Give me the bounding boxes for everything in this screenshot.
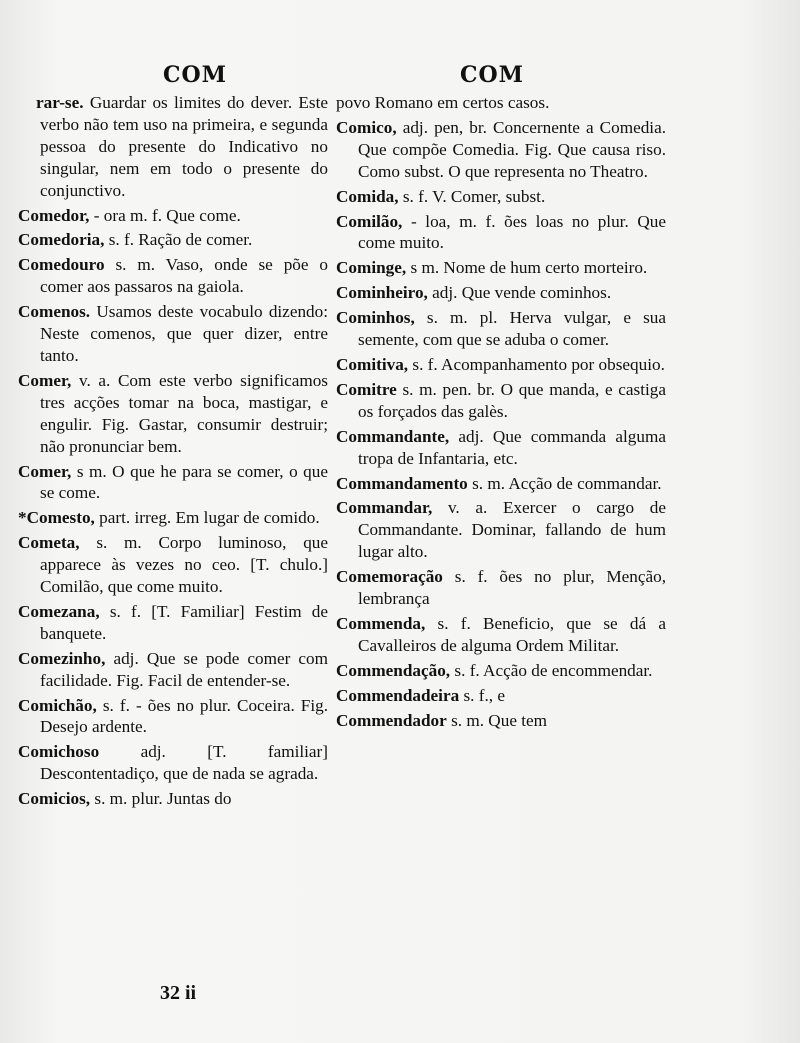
dictionary-entry <box>336 473 666 495</box>
dictionary-entry <box>18 461 328 505</box>
entry-definition: - ora m. f. Que come. <box>93 205 241 225</box>
dictionary-entry <box>18 370 328 458</box>
entry-headword: Comenos. <box>18 302 91 322</box>
running-header-left: COM <box>162 62 228 88</box>
dictionary-entry <box>336 117 666 183</box>
dictionary-entry <box>336 710 666 732</box>
entry-definition: s. f. Acompanhamento por obsequio. <box>412 354 665 374</box>
entry-headword: rar-se. <box>36 93 84 112</box>
dictionary-entry <box>18 648 328 692</box>
left-column <box>18 92 328 813</box>
dictionary-entry <box>336 211 666 255</box>
entry-headword: Commenda, <box>336 613 426 633</box>
entry-headword: Comer, <box>18 461 72 481</box>
entry-headword: Commandamento <box>336 473 468 493</box>
entry-headword: Comicios, <box>18 789 91 809</box>
entry-headword: Cominheiro, <box>336 283 428 303</box>
entry-definition: s. f. - ões no plur. Coceira. Fig. Desejo ardente. <box>40 695 329 737</box>
dictionary-entry <box>336 497 666 563</box>
dictionary-entry <box>336 660 666 682</box>
entry-definition: s m. Nome de hum certo morteiro. <box>410 258 648 278</box>
entry-headword: Cominhos, <box>336 308 415 328</box>
entry-definition: part. irreg. Em lugar de comido. <box>99 508 320 528</box>
entry-definition: s. f. Acção de encommendar. <box>454 660 653 680</box>
entry-headword: Comezana, <box>18 601 100 621</box>
entry-headword: Cometa, <box>18 533 80 553</box>
entry-definition: Usamos deste vocabulo dizendo: Neste comenos, que quer dizer, entre tanto. <box>40 302 329 365</box>
entry-definition: povo Romano em certos casos. <box>336 93 550 112</box>
entry-definition: s. f., e <box>463 685 505 705</box>
running-header-right: COM <box>459 62 525 88</box>
entry-headword: Comico, <box>336 117 397 137</box>
entry-definition: s. f. Ração de comer. <box>108 230 253 250</box>
entry-definition: s. f. V. Comer, subst. <box>402 186 546 206</box>
entry-definition: s. m. pen. br. O que manda, e castiga os forçados das galès. <box>358 379 667 421</box>
entry-headword: Comer, <box>18 370 72 390</box>
dictionary-entry <box>336 282 666 304</box>
entry-definition: s. m. Acção de commandar. <box>472 473 662 493</box>
dictionary-entry <box>18 254 328 298</box>
entry-headword: Comedor, <box>18 205 90 225</box>
dictionary-entry <box>18 532 328 598</box>
dictionary-entry <box>336 307 666 351</box>
entry-definition: s. m. Corpo luminoso, que apparece às vezes no ceo. [T. chulo.] Comilão, que come muito. <box>40 533 329 597</box>
entry-headword: Comilão, <box>336 211 403 231</box>
dictionary-entry <box>336 92 666 114</box>
dictionary-entry <box>18 301 328 367</box>
entry-headword: Commendadeira <box>336 685 460 705</box>
signature-mark: 32 ii <box>160 982 197 1004</box>
entry-definition: Guardar os limites do dever. Este verbo não tem uso na primeira, e segunda pessoa do presente do Indicativo no singular, nem em todo o presente do conjunctivo. <box>40 93 328 200</box>
entry-headword: Cominge, <box>336 258 407 278</box>
entry-definition: adj. [T. familiar] Descontentadiço, que de nada se agrada. <box>40 742 328 784</box>
dictionary-entry <box>336 566 666 610</box>
right-column <box>336 92 666 734</box>
entry-headword: Comemoração <box>336 567 443 587</box>
entry-definition: adj. pen, br. Concernente a Comedia. Que compõe Comedia. Fig. Que causa riso. Como subst. O que representa no Theatro. <box>358 117 666 181</box>
entry-definition: adj. Que commanda alguma tropa de Infantaria, etc. <box>358 426 666 468</box>
dictionary-entry <box>18 229 328 251</box>
entry-headword: Commandante, <box>336 426 450 446</box>
entry-headword: *Comesto, <box>18 508 95 528</box>
entry-definition: adj. Que se pode comer com facilidade. Fig. Facil de entender-se. <box>40 648 328 690</box>
entry-headword: Comezinho, <box>18 648 106 668</box>
dictionary-entry <box>18 205 328 227</box>
dictionary-entry <box>18 788 328 810</box>
entry-definition: - loa, m. f. ões loas no plur. Que come muito. <box>358 211 666 253</box>
entry-headword: Comida, <box>336 186 399 206</box>
entry-definition: s. m. pl. Herva vulgar, e sua semente, com que se aduba o comer. <box>358 308 666 350</box>
dictionary-entry <box>336 186 666 208</box>
dictionary-entry <box>18 92 328 202</box>
dictionary-entry <box>18 741 328 785</box>
entry-headword: Commandar, <box>336 498 433 518</box>
dictionary-entry <box>336 257 666 279</box>
entry-definition: v. a. Com este verbo significamos tres acções tomar na boca, mastigar, e engulir. Fig. Gastar, consumir destruir; não pronunciar bem. <box>40 370 328 456</box>
dictionary-entry <box>18 695 328 739</box>
dictionary-entry <box>336 685 666 707</box>
entry-headword: Comichoso <box>18 742 100 762</box>
entry-definition: s m. O que he para se comer, o que se come. <box>40 461 329 503</box>
entry-definition: s. m. Que tem <box>451 710 548 730</box>
entry-definition: s. f. [T. Familiar] Festim de banquete. <box>40 601 329 643</box>
entry-headword: Comitre <box>336 379 397 399</box>
dictionary-entry <box>336 426 666 470</box>
dictionary-entry <box>336 354 666 376</box>
entry-headword: Commendação, <box>336 660 451 680</box>
entry-definition: s. f. Beneficio, que se dá a Cavalleiros de alguma Ordem Militar. <box>358 613 666 655</box>
entry-headword: Comitiva, <box>336 354 409 374</box>
dictionary-entry <box>336 379 666 423</box>
entry-headword: Comichão, <box>18 695 97 715</box>
entry-definition: s. m. plur. Juntas do <box>94 789 232 809</box>
entry-headword: Comedouro <box>18 255 105 275</box>
entry-definition: s. m. Vaso, onde se põe o comer aos passaros na gaiola. <box>40 255 328 297</box>
entry-headword: Commendador <box>336 710 447 730</box>
dictionary-entry <box>18 507 328 529</box>
entry-headword: Comedoria, <box>18 230 105 250</box>
entry-definition: s. f. ões no plur, Menção, lembrança <box>358 567 666 609</box>
entry-definition: v. a. Exercer o cargo de Commandante. Dominar, fallando de hum lugar alto. <box>358 498 666 562</box>
dictionary-entry <box>18 601 328 645</box>
entry-definition: adj. Que vende cominhos. <box>432 283 612 303</box>
dictionary-entry <box>336 613 666 657</box>
